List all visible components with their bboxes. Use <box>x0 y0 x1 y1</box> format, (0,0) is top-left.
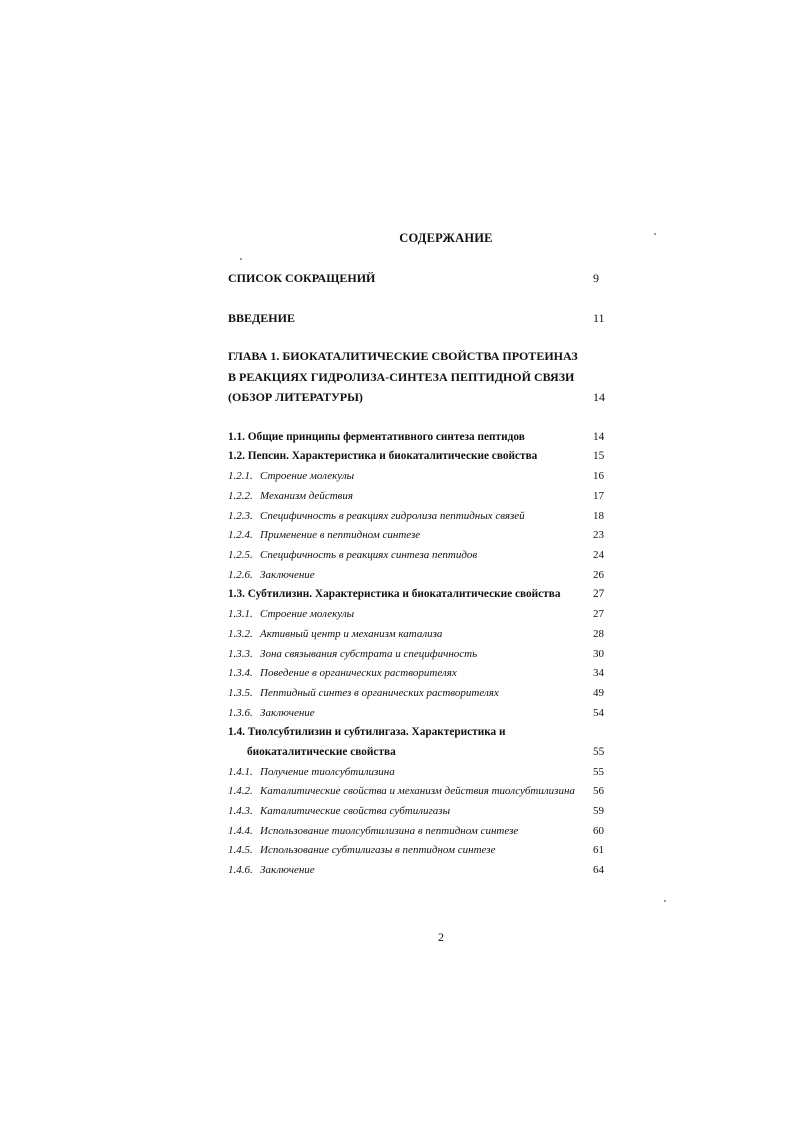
toc-page-number: 27 <box>593 608 604 620</box>
toc-entry-text: ВВЕДЕНИЕ <box>228 311 295 325</box>
toc-entry-text: Заключение <box>260 569 315 581</box>
toc-page-number: 16 <box>593 470 604 482</box>
toc-entry-chapter1-line2 <box>228 368 605 386</box>
toc-page-number: 55 <box>593 746 605 758</box>
toc-page-number: 11 <box>593 311 605 325</box>
scan-speck <box>664 900 666 902</box>
toc-page-number: 49 <box>593 687 604 699</box>
toc-subsection-number: 1.3.4. <box>228 667 253 679</box>
toc-entry-text: Каталитические свойства и механизм действия тиолсубтилизина <box>260 785 575 797</box>
toc-subsection-number: 1.4.1. <box>228 766 253 778</box>
toc-subsection-1-3-2 <box>228 625 605 643</box>
toc-page-number: 14 <box>593 431 605 443</box>
toc-entry-text: Каталитические свойства субтилигазы <box>260 805 451 817</box>
toc-entry-text: 1.3. Субтилизин. Характеристика и биокаталитические свойства <box>228 588 561 600</box>
toc-entry-text: биокаталитические свойства <box>247 746 396 758</box>
toc-entry-introduction <box>228 309 605 327</box>
toc-subsection-1-3-5 <box>228 684 605 702</box>
toc-subsection-1-4-6 <box>228 861 605 879</box>
toc-subsection-1-3-4 <box>228 664 605 682</box>
toc-entry-text: Применение в пептидном синтезе <box>260 529 421 541</box>
toc-page-number: 28 <box>593 628 604 640</box>
toc-subsection-1-4-2 <box>228 782 605 800</box>
toc-page-number: 54 <box>593 707 604 719</box>
toc-subsection-1-2-6 <box>228 566 605 584</box>
toc-entry-text: Строение молекулы <box>260 470 355 482</box>
toc-subsection-1-3-3 <box>228 645 605 663</box>
toc-entry-text: СПИСОК СОКРАЩЕНИЙ <box>228 271 376 285</box>
toc-entry-text: Использование субтилигазы в пептидном синтезе <box>260 844 496 856</box>
toc-title: СОДЕРЖАНИЕ <box>399 231 493 245</box>
toc-subsection-1-2-3 <box>228 507 605 525</box>
toc-entry-chapter1-line1 <box>228 347 605 365</box>
toc-subsection-1-4-1 <box>228 763 605 781</box>
toc-subsection-number: 1.4.3. <box>228 805 253 817</box>
scan-speck <box>654 233 656 235</box>
toc-entry-text: Использование тиолсубтилизина в пептидном синтезе <box>260 825 519 837</box>
toc-entry-text: Поведение в органических растворителях <box>260 667 457 679</box>
toc-subsection-1-2-4 <box>228 526 605 544</box>
toc-page-number: 56 <box>593 785 604 797</box>
toc-section-1-3 <box>228 585 605 603</box>
toc-page-number: 34 <box>593 667 604 679</box>
toc-entry-text: Механизм действия <box>260 490 354 502</box>
toc-page-number: 26 <box>593 569 604 581</box>
toc-subsection-number: 1.3.6. <box>228 707 253 719</box>
toc-subsection-1-2-5 <box>228 546 605 564</box>
toc-page-number: 60 <box>593 825 604 837</box>
toc-entry-text: Заключение <box>260 707 315 719</box>
toc-subsection-number: 1.2.2. <box>228 490 253 502</box>
toc-page-number: 61 <box>593 844 604 856</box>
toc-page-number: 30 <box>593 648 604 660</box>
toc-entry-text: 1.4. Тиолсубтилизин и субтилигаза. Характеристика и <box>228 726 506 738</box>
toc-subsection-number: 1.2.5. <box>228 549 253 561</box>
toc-page-number: 15 <box>593 450 605 462</box>
toc-page-number: 14 <box>593 390 605 404</box>
toc-page-number: 64 <box>593 864 604 876</box>
toc-page-number: 59 <box>593 805 604 817</box>
toc-entry-text: Специфичность в реакциях гидролиза пептидных связей <box>260 510 525 522</box>
toc-subsection-1-4-4 <box>228 822 605 840</box>
toc-section-1-4-line1 <box>228 723 605 741</box>
toc-entry-text: 1.1. Общие принципы ферментативного синтеза пептидов <box>228 431 525 443</box>
toc-subsection-number: 1.4.6. <box>228 864 253 876</box>
toc-subsection-number: 1.3.5. <box>228 687 253 699</box>
toc-page-number: 55 <box>593 766 604 778</box>
toc-subsection-1-3-1 <box>228 605 605 623</box>
toc-section-1-1 <box>228 428 605 446</box>
toc-entry-text: Пептидный синтез в органических растворителях <box>260 687 499 699</box>
toc-entry-text: Специфичность в реакциях синтеза пептидов <box>260 549 478 561</box>
toc-section-1-4-line2 <box>228 743 624 761</box>
toc-subsection-number: 1.2.6. <box>228 569 253 581</box>
toc-entry-text: (ОБЗОР ЛИТЕРАТУРЫ) <box>228 390 363 404</box>
toc-entry-text: Строение молекулы <box>260 608 355 620</box>
toc-entry-chapter1-line3 <box>228 388 605 406</box>
toc-entry-text: Получение тиолсубтилизина <box>260 766 395 778</box>
toc-subsection-1-2-2 <box>228 487 605 505</box>
toc-subsection-number: 1.4.5. <box>228 844 253 856</box>
toc-section-1-2 <box>228 447 605 465</box>
toc-entry-text: ГЛАВА 1. БИОКАТАЛИТИЧЕСКИЕ СВОЙСТВА ПРОТЕИНАЗ <box>228 349 578 363</box>
page-number: 2 <box>438 930 444 944</box>
toc-subsection-number: 1.3.1. <box>228 608 253 620</box>
toc-page-number: 27 <box>593 588 605 600</box>
scan-speck <box>240 258 242 260</box>
toc-page-number: 17 <box>593 490 604 502</box>
toc-subsection-number: 1.4.2. <box>228 785 253 797</box>
toc-subsection-number: 1.3.2. <box>228 628 253 640</box>
toc-subsection-number: 1.2.1. <box>228 470 253 482</box>
toc-subsection-1-2-1 <box>228 467 605 485</box>
toc-subsection-1-4-3 <box>228 802 605 820</box>
toc-page-number: 18 <box>593 510 604 522</box>
toc-entry-text: В РЕАКЦИЯХ ГИДРОЛИЗА-СИНТЕЗА ПЕПТИДНОЙ СВЯЗИ <box>228 370 575 384</box>
toc-subsection-1-4-5 <box>228 841 605 859</box>
toc-page-number: 24 <box>593 549 604 561</box>
toc-entry-text: Заключение <box>260 864 315 876</box>
toc-page-number: 23 <box>593 529 604 541</box>
toc-entry-text: 1.2. Пепсин. Характеристика и биокаталитические свойства <box>228 450 538 462</box>
toc-entry-text: Зона связывания субстрата и специфичность <box>260 648 478 660</box>
toc-subsection-number: 1.4.4. <box>228 825 253 837</box>
toc-page-number: 9 <box>593 271 599 285</box>
toc-subsection-number: 1.3.3. <box>228 648 253 660</box>
toc-subsection-1-3-6 <box>228 704 605 722</box>
toc-entry-text: Активный центр и механизм катализа <box>260 628 443 640</box>
toc-subsection-number: 1.2.3. <box>228 510 253 522</box>
toc-subsection-number: 1.2.4. <box>228 529 253 541</box>
toc-entry-abbreviations <box>228 269 605 287</box>
